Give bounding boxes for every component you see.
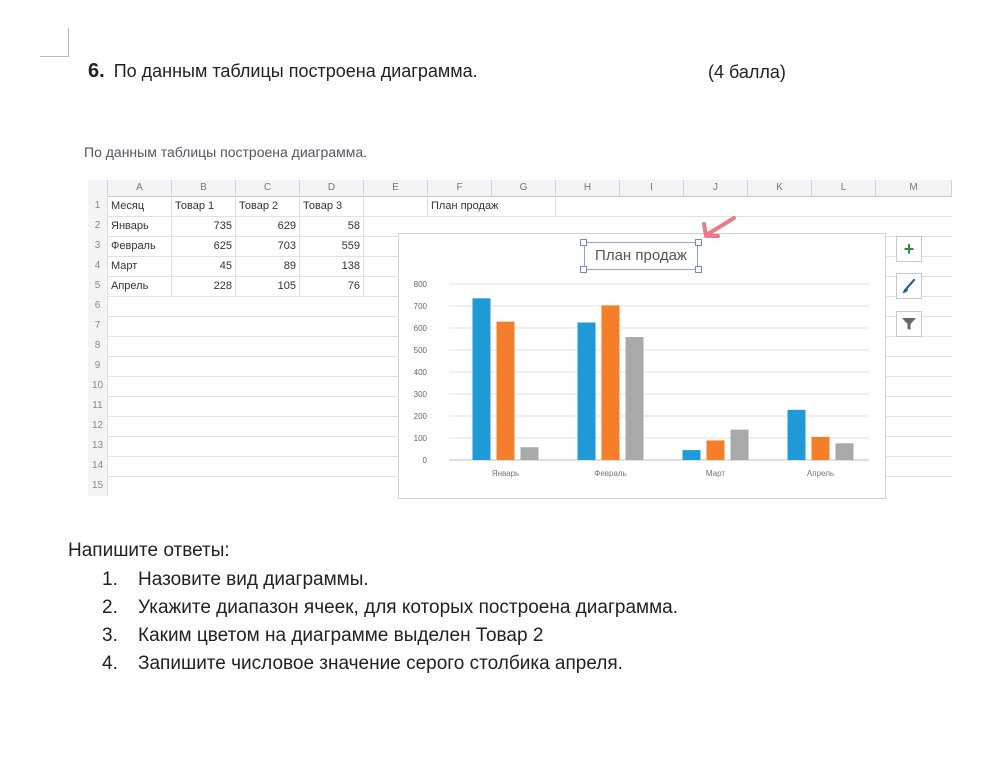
question-text: Укажите диапазон ячеек, для которых построена диаграмма.: [138, 597, 678, 618]
column-header-row: [88, 180, 952, 197]
brush-icon: [901, 278, 917, 294]
question-text: Запишите числовое значение серого столбика апреля.: [138, 653, 623, 674]
bar-chart: [399, 234, 887, 500]
y-tick-label: 700: [413, 302, 427, 311]
y-tick-label: 100: [413, 434, 427, 443]
plus-icon: +: [903, 239, 915, 259]
cell-b1[interactable]: Товар 1: [172, 196, 236, 216]
table-row: [88, 196, 952, 217]
row-number[interactable]: 6: [88, 296, 108, 316]
bar: [836, 443, 854, 460]
cell-t3[interactable]: 76: [300, 276, 364, 296]
row-number[interactable]: 7: [88, 316, 108, 336]
col-header[interactable]: L: [812, 180, 876, 196]
cell-month[interactable]: Январь: [108, 216, 172, 236]
bar: [626, 337, 644, 460]
chart-area[interactable]: [398, 233, 886, 499]
row-number[interactable]: 1: [88, 196, 108, 216]
cell-t2[interactable]: 703: [236, 236, 300, 256]
cell-t2[interactable]: 629: [236, 216, 300, 236]
y-tick-label: 800: [413, 280, 427, 289]
row-number[interactable]: 10: [88, 376, 108, 396]
question-number: 3.: [102, 625, 118, 646]
row-number[interactable]: 15: [88, 476, 108, 496]
task-statement: [88, 60, 478, 83]
col-header[interactable]: A: [108, 180, 172, 196]
cell-t1[interactable]: 45: [172, 256, 236, 276]
bar: [788, 410, 806, 460]
bar: [707, 440, 725, 460]
task-text: По данным таблицы построена диаграмма.: [113, 61, 478, 81]
bar: [473, 298, 491, 460]
question-text: Каким цветом на диаграмме выделен Товар 2: [138, 625, 544, 646]
page-corner-mark: [40, 28, 69, 57]
answers-heading: Напишите ответы:: [68, 540, 230, 561]
bar: [578, 323, 596, 461]
resize-handle[interactable]: [695, 266, 702, 273]
y-tick-label: 500: [413, 346, 427, 355]
cell-month[interactable]: Март: [108, 256, 172, 276]
col-header[interactable]: J: [684, 180, 748, 196]
question-item: [102, 650, 678, 678]
task-number: 6.: [88, 60, 105, 82]
cell-c1[interactable]: Товар 2: [236, 196, 300, 216]
col-header[interactable]: C: [236, 180, 300, 196]
y-tick-label: 200: [413, 412, 427, 421]
col-header[interactable]: E: [364, 180, 428, 196]
cell-month[interactable]: Февраль: [108, 236, 172, 256]
question-item: [102, 566, 678, 594]
filter-icon: [901, 316, 917, 332]
question-item: [102, 622, 678, 650]
row-number[interactable]: 3: [88, 236, 108, 256]
question-text: Назовите вид диаграммы.: [138, 569, 369, 590]
x-tick-label: Январь: [491, 469, 520, 478]
resize-handle[interactable]: [580, 239, 587, 246]
bar: [731, 430, 749, 460]
add-chart-element-button[interactable]: [896, 236, 922, 262]
cell-t1[interactable]: 735: [172, 216, 236, 236]
row-number[interactable]: 12: [88, 416, 108, 436]
cell-t1[interactable]: 625: [172, 236, 236, 256]
cell-t2[interactable]: 105: [236, 276, 300, 296]
row-number[interactable]: 13: [88, 436, 108, 456]
cell-e1[interactable]: [364, 196, 428, 216]
chart-title[interactable]: План продаж: [584, 242, 698, 270]
question-number: 2.: [102, 597, 118, 618]
col-header[interactable]: M: [876, 180, 952, 196]
bar: [521, 447, 539, 460]
y-tick-label: 600: [413, 324, 427, 333]
task-points: (4 балла): [708, 62, 786, 82]
x-tick-label: Февраль: [594, 469, 627, 478]
col-header[interactable]: H: [556, 180, 620, 196]
bar: [812, 437, 830, 460]
resize-handle[interactable]: [580, 266, 587, 273]
cell-t3[interactable]: 559: [300, 236, 364, 256]
figure-caption: По данным таблицы построена диаграмма.: [84, 144, 368, 160]
pointer-arrow-icon: [700, 214, 740, 242]
question-number: 4.: [102, 653, 118, 674]
cell-a1[interactable]: Месяц: [108, 196, 172, 216]
cell-t2[interactable]: 89: [236, 256, 300, 276]
y-tick-label: 0: [422, 456, 427, 465]
cell-d1[interactable]: Товар 3: [300, 196, 364, 216]
question-list: [102, 566, 678, 678]
x-tick-label: Апрель: [806, 469, 835, 478]
y-tick-label: 300: [413, 390, 427, 399]
bar: [602, 305, 620, 460]
question-number: 1.: [102, 569, 118, 590]
bar: [497, 322, 515, 460]
row-number[interactable]: 11: [88, 396, 108, 416]
select-all-corner[interactable]: [88, 180, 108, 196]
bar: [683, 450, 701, 460]
cell-month[interactable]: Апрель: [108, 276, 172, 296]
col-header[interactable]: K: [748, 180, 812, 196]
cell-t1[interactable]: 228: [172, 276, 236, 296]
row-number[interactable]: 14: [88, 456, 108, 476]
cell-t3[interactable]: 58: [300, 216, 364, 236]
col-header[interactable]: B: [172, 180, 236, 196]
col-header[interactable]: G: [492, 180, 556, 196]
col-header[interactable]: D: [300, 180, 364, 196]
col-header[interactable]: I: [620, 180, 684, 196]
row-number[interactable]: 9: [88, 356, 108, 376]
chart-filters-button[interactable]: [896, 311, 922, 337]
question-item: [102, 594, 678, 622]
cell-t3[interactable]: 138: [300, 256, 364, 276]
x-tick-label: Март: [705, 469, 726, 478]
row-number[interactable]: 8: [88, 336, 108, 356]
cell-f1[interactable]: План продаж: [428, 196, 556, 216]
col-header[interactable]: F: [428, 180, 492, 196]
row-number[interactable]: 4: [88, 256, 108, 276]
y-tick-label: 400: [413, 368, 427, 377]
row-number[interactable]: 5: [88, 276, 108, 296]
row-number[interactable]: 2: [88, 216, 108, 236]
chart-styles-button[interactable]: [896, 273, 922, 299]
